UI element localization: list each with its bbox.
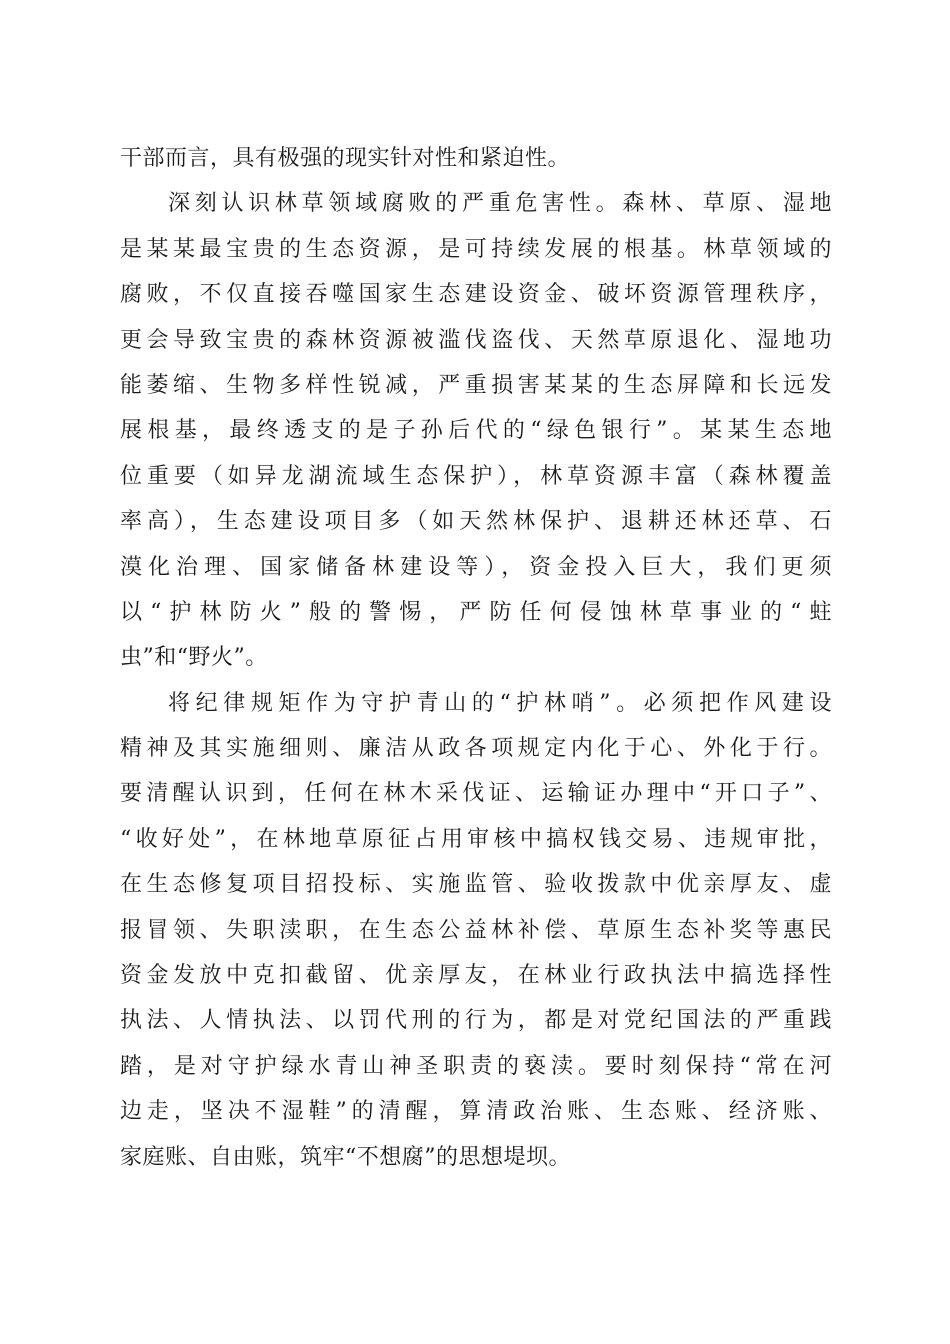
document-body	[120, 136, 832, 1180]
text-line: 是某某最宝贵的生态资源，是可持续发展的根基。林草领域的	[120, 236, 832, 262]
text-line: 踏，是对守护绿水青山神圣职责的亵渎。要时刻保持“常在河	[120, 1053, 832, 1079]
paragraph-harm-of-corruption	[120, 181, 832, 680]
text-line: 以“护林防火”般的警惕，严防任何侵蚀林草事业的“蛀	[120, 599, 832, 625]
text-line: 边走，坚决不湿鞋”的清醒，算清政治账、生态账、经济账、	[120, 1099, 832, 1125]
text-line: 更会导致宝贵的森林资源被滥伐盗伐、天然草原退化、湿地功	[120, 327, 832, 353]
text-line: 深刻认识林草领域腐败的严重危害性。森林、草原、湿地	[168, 191, 832, 217]
text-line: 能萎缩、生物多样性锐减，严重损害某某的生态屏障和长远发	[120, 372, 832, 398]
text-line: 干部而言，具有极强的现实针对性和紧迫性。	[120, 146, 571, 171]
text-line: 家庭账、自由账，筑牢“不想腐”的思想堤坝。	[120, 1144, 571, 1170]
text-line: “收好处”，在林地草原征占用审核中搞权钱交易、违规审批，	[120, 826, 832, 852]
text-line: 虫”和“野火”。	[120, 645, 268, 671]
text-line: 精神及其实施细则、廉洁从政各项规定内化于心、外化于行。	[120, 736, 832, 762]
text-line: 位重要（如异龙湖流域生态保护），林草资源丰富（森林覆盖	[120, 463, 832, 489]
text-line: 腐败，不仅直接吞噬国家生态建设资金、破坏资源管理秩序，	[120, 282, 832, 308]
text-line: 资金发放中克扣截留、优亲厚友，在林业行政执法中搞选择性	[120, 963, 832, 989]
paragraph-continuation	[120, 136, 832, 181]
text-line: 要清醒认识到，任何在林木采伐证、运输证办理中“开口子”、	[120, 781, 832, 807]
text-line: 展根基，最终透支的是子孙后代的“绿色银行”。某某生态地	[120, 418, 832, 444]
text-line: 漠化治理、国家储备林建设等），资金投入巨大，我们更须	[120, 554, 832, 580]
paragraph-discipline-guard	[120, 681, 832, 1180]
text-line: 执法、人情执法、以罚代刑的行为，都是对党纪国法的严重践	[120, 1008, 832, 1034]
text-line: 将纪律规矩作为守护青山的“护林哨”。必须把作风建设	[168, 690, 832, 716]
text-line: 率高），生态建设项目多（如天然林保护、退耕还林还草、石	[120, 509, 832, 535]
text-line: 在生态修复项目招投标、实施监管、验收拨款中优亲厚友、虚	[120, 872, 832, 898]
text-line: 报冒领、失职渎职，在生态公益林补偿、草原生态补奖等惠民	[120, 917, 832, 943]
